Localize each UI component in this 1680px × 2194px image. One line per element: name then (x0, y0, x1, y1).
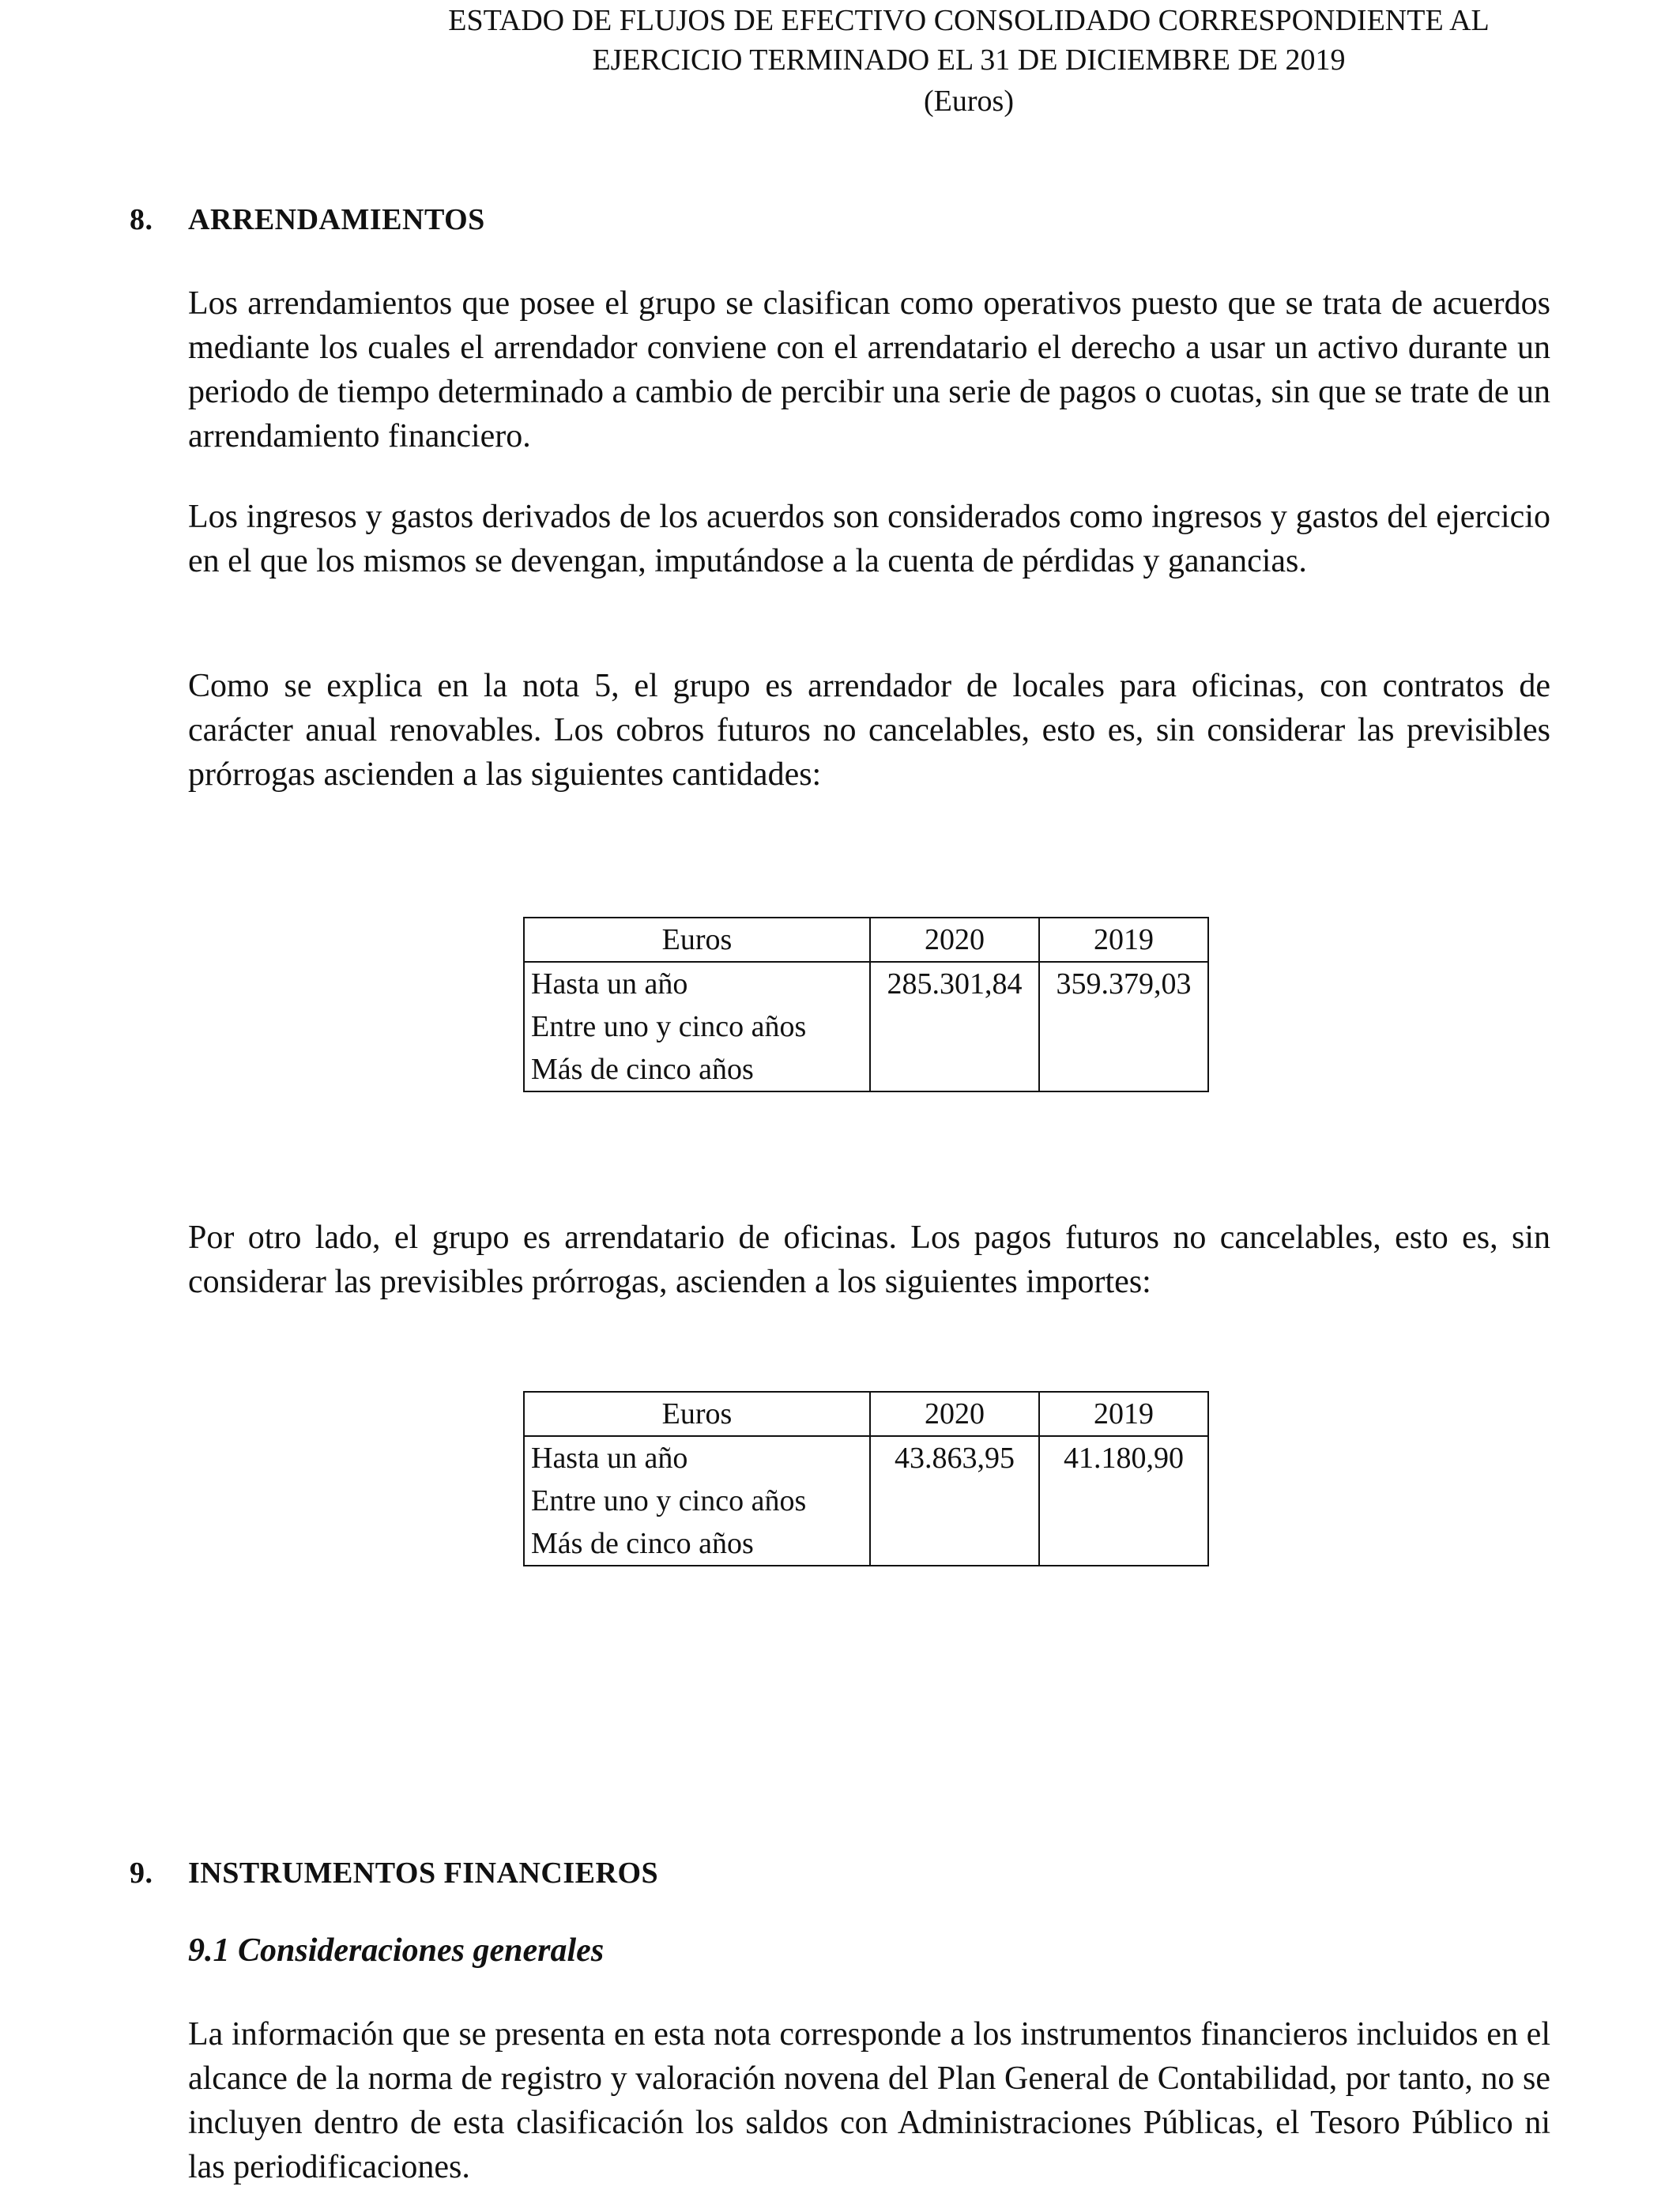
value-2019: 41.180,90 (1039, 1436, 1208, 1480)
row-label: Hasta un año (524, 1436, 870, 1480)
row-label: Más de cinco años (524, 1048, 870, 1091)
table-header-euros: Euros (524, 918, 870, 962)
header-line-3: (Euros) (924, 85, 1014, 118)
section-9-paragraph: La información que se presenta en esta nota corresponde a los instrumentos financieros incluidos en el alcance de la norma de registro y valoración novena del Plan General de Contabilidad, por tanto, no se incluyen dentro de esta clasificación los saldos con Administraciones Públicas, el Tesoro Público ni las periodificaciones. (188, 2016, 1550, 2185)
table-row (524, 1480, 1208, 1522)
table-row (524, 1005, 1208, 1048)
section-8-paragraph-4: Por otro lado, el grupo es arrendatario de oficinas. Los pagos futuros no cancelables, esto es, sin considerar las previsibles prórrogas, ascienden a los siguientes importes: (188, 1220, 1550, 1300)
header-line-1: ESTADO DE FLUJOS DE EFECTIVO CONSOLIDADO CORRESPONDIENTE AL (448, 4, 1490, 37)
value-2020: 43.863,95 (870, 1436, 1039, 1480)
section-8-paragraph-3: Como se explica en la nota 5, el grupo es arrendador de locales para oficinas, con contratos de carácter anual renovables. Los cobros futuros no cancelables, esto es, sin considerar las previsibles prórrogas ascienden a las siguientes cantidades: (188, 668, 1550, 793)
header-line-2: EJERCICIO TERMINADO EL 31 DE DICIEMBRE DE 2019 (592, 43, 1346, 77)
table-header-euros: Euros (524, 1392, 870, 1436)
value-2020 (870, 1522, 1039, 1566)
table-row (524, 1522, 1208, 1566)
table-header-2020: 2020 (870, 918, 1039, 962)
section-9-number: 9. (130, 1857, 153, 1890)
value-2019: 359.379,03 (1039, 962, 1208, 1005)
section-8-paragraph-1: Los arrendamientos que posee el grupo se clasifican como operativos puesto que se trata de acuerdos mediante los cuales el arrendador conviene con el arrendatario el derecho a usar un activo durante un periodo de tiempo determinado a cambio de percibir una serie de pagos o cuotas, sin que se trate de un arrendamiento financiero. (188, 285, 1550, 454)
value-2020 (870, 1048, 1039, 1091)
lessee-payments-table (523, 1391, 1209, 1566)
row-label: Entre uno y cinco años (524, 1480, 870, 1522)
table-row (524, 1048, 1208, 1091)
value-2019 (1039, 1522, 1208, 1566)
section-8-title: ARRENDAMIENTOS (188, 203, 485, 236)
table-header-row (524, 1392, 1208, 1436)
section-8-number: 8. (130, 203, 153, 236)
value-2020 (870, 1005, 1039, 1048)
row-label: Más de cinco años (524, 1522, 870, 1566)
value-2020 (870, 1480, 1039, 1522)
value-2020: 285.301,84 (870, 962, 1039, 1005)
table-header-row (524, 918, 1208, 962)
row-label: Hasta un año (524, 962, 870, 1005)
subsection-9-1-title: 9.1 Consideraciones generales (188, 1932, 605, 1969)
lessor-receivables-table (523, 917, 1209, 1092)
row-label: Entre uno y cinco años (524, 1005, 870, 1048)
table-row (524, 1436, 1208, 1480)
value-2019 (1039, 1048, 1208, 1091)
table-header-2019: 2019 (1039, 1392, 1208, 1436)
value-2019 (1039, 1005, 1208, 1048)
table-header-2019: 2019 (1039, 918, 1208, 962)
section-8-paragraph-2: Los ingresos y gastos derivados de los acuerdos son considerados como ingresos y gastos del ejercicio en el que los mismos se devengan, imputándose a la cuenta de pérdidas y ganancias. (188, 499, 1550, 579)
table-row (524, 962, 1208, 1005)
value-2019 (1039, 1480, 1208, 1522)
table-header-2020: 2020 (870, 1392, 1039, 1436)
section-9-title: INSTRUMENTOS FINANCIEROS (188, 1857, 659, 1890)
